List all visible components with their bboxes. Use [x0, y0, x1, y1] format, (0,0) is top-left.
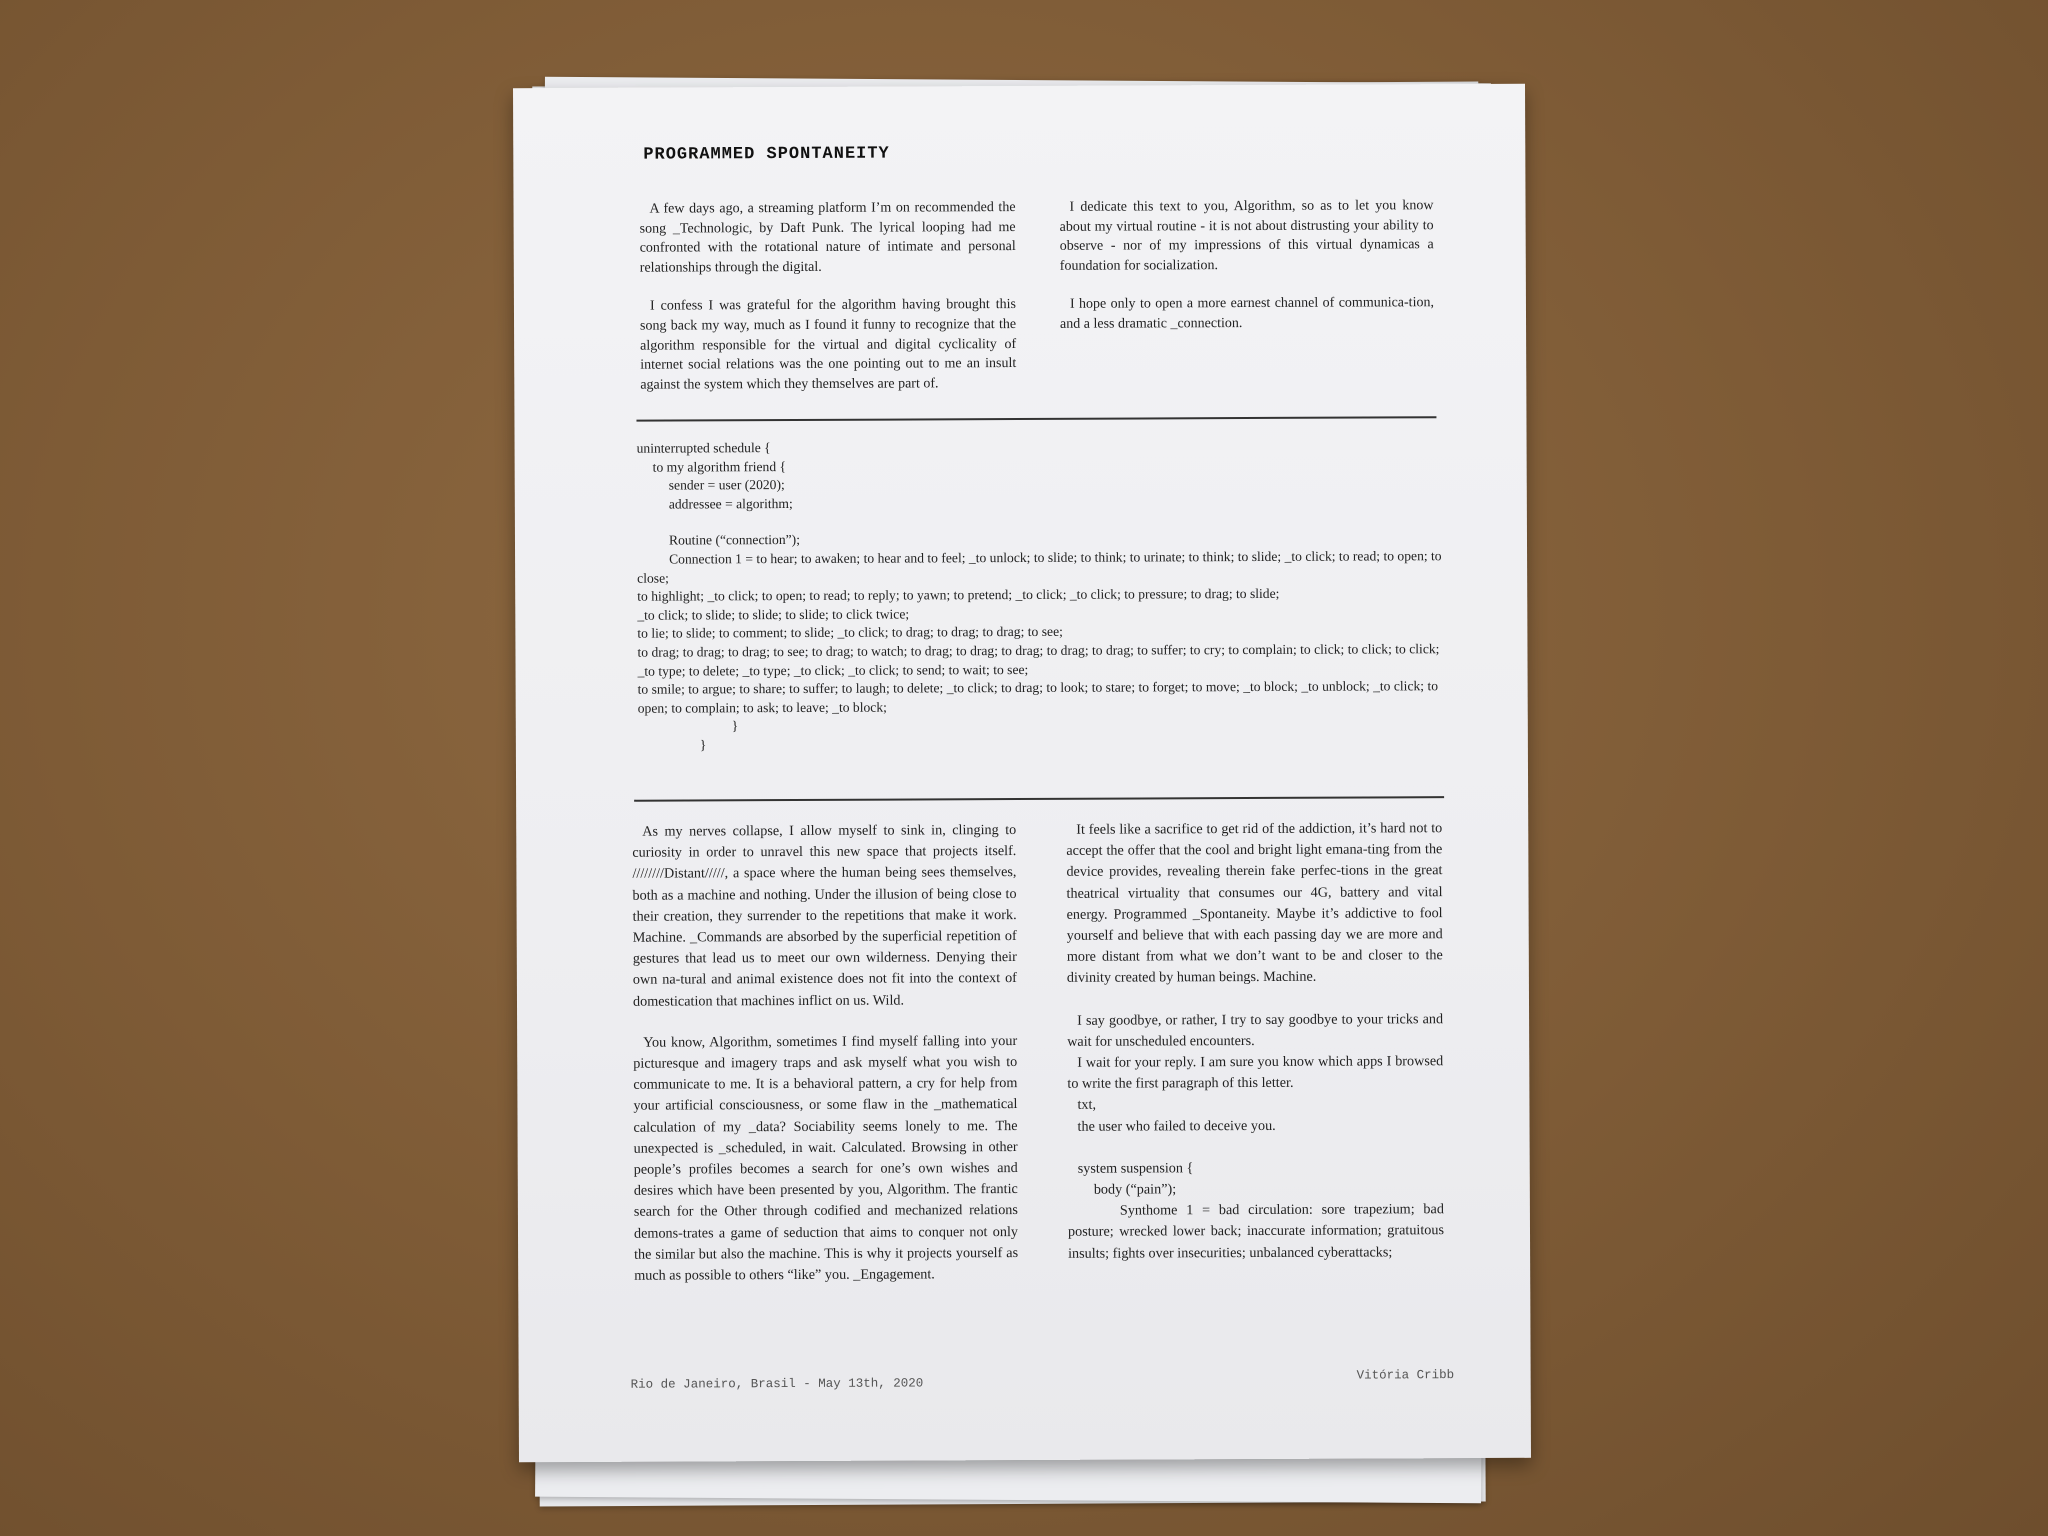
code-line: _to click; to slide; to slide; to slide; to click twice;	[637, 606, 910, 623]
code-line: to highlight; _to click; to open; to read; to reply; to yawn; to pretend; _to click; _to click; to pressure; to drag; to slide;	[637, 586, 1280, 604]
letter-sheet	[513, 84, 1531, 1462]
divider-bottom	[634, 796, 1444, 802]
code-line: uninterrupted schedule {	[636, 440, 771, 456]
code-line: sender = user (2020);	[668, 477, 785, 493]
body-left-paragraph: You know, Algorithm, sometimes I find myself falling into your picturesque and imagery traps and ask myself what you wish to communicate to me. It is a behavioral pattern, a cry for help from your artificial consciousness, or some flaw in the _mathematical calculation of my _data? Sociability seems lonely to me. The unexpected is _scheduled, in wait. Calculated. Browsing in other people’s profiles becomes a search for one’s own wishes and desires which have been presented by you, Algorithm. The frantic search for the Other through codified and mechanized relations demons-trates a game of seduction that aims to conquer not only the similar but also the machine. This is why it projects yourself as much as possible to others “like” you. _Engagement.	[633, 1032, 1019, 1284]
code-line: }	[731, 718, 739, 734]
body-right-paragraph: It feels like a sacrifice to get rid of the addiction, it’s hard not to accept the offer that the cool and bright light emana-ting from the device provides, revealing therein fake perfec-tions in the great theatrical virtuality that consumes our 4G, battery and vital energy. Programmed _Spontaneity. Maybe it’s addictive to fool yourself and believe that with each passing day we are more and more distant from what we don’t want to be and closer to the divinity created by human beings. Machine.	[1066, 820, 1443, 987]
intro-left-paragraph: I confess I was grateful for the algorithm having brought this song back my way, much as I found it funny to recognize that the algorithm responsible for the virtual and digital cyclicality of internet social relations was the one pointing out to me an insult against the system which they themselves are part of.	[640, 297, 1017, 393]
signoff-line: txt,	[1077, 1097, 1097, 1114]
code-line: Connection 1 = to hear; to awaken; to hear and to feel; _to unlock; to slide; to think; to urinate; to think; to slide; _to click; to read; to open; to close;	[637, 548, 1446, 586]
body-right-paragraph: I wait for your reply. I am sure you know which apps I browsed to write the first paragraph of this letter.	[1067, 1053, 1444, 1093]
intro-left-paragraph: A few days ago, a streaming platform I’m on recommended the song _Technologic, by Daft Punk. The lyrical looping had me confronted with the rotational nature of intimate and personal relationships through the digital.	[639, 200, 1016, 276]
code-line: to my algorithm friend {	[652, 458, 787, 475]
intro-left-column	[639, 198, 1016, 414]
body-right-paragraph: I say goodbye, or rather, I try to say goodbye to your tricks and wait for unscheduled encounters.	[1067, 1010, 1444, 1050]
document-title: PROGRAMMED SPONTANEITY	[643, 144, 890, 165]
body-left-paragraph: As my nerves collapse, I allow myself to sink in, clinging to curiosity in order to unravel this new space that projects itself. ////////Distant/////, a space where the human being sees themselves, both as a machine and nothing. Under the illusion of being close to their creation, they surrender to the repetitions that make it work. Machine. _Commands are absorbed by the superficial repetition of gestures that lead us to meet our own wilderness. Denying their own na-tural and animal existence does not fit into the context of domestication that machines inflict on us. Wild.	[632, 822, 1017, 1010]
system-line: system suspension {	[1077, 1160, 1194, 1177]
divider-top	[636, 416, 1436, 421]
code-line: Routine (“connection”);	[668, 532, 800, 548]
code-line: }	[699, 737, 707, 753]
intro-right-paragraph: I dedicate this text to you, Algorithm, so as to let you know about my virtual routine - it is not about distrusting your ability to observe - nor of my impressions of this virtual dynamicas a foundation for socialization.	[1059, 198, 1434, 274]
body-left-column	[632, 820, 1018, 1306]
paragraph-gap	[1067, 988, 1443, 1011]
code-line: to smile; to argue; to share; to suffer; to laugh; to delete; _to click; to drag; to look; to stare; to forget; to move; _to block; _to unblock; _to click; to open; to complain; to ask; to leave; _to block;	[637, 678, 1442, 716]
paragraph-gap	[1068, 1136, 1444, 1159]
intro-right-column	[1059, 196, 1434, 353]
footer-author: Vitória Cribb	[1356, 1368, 1455, 1383]
signoff-line: the user who failed to deceive you.	[1077, 1117, 1276, 1135]
code-block	[637, 436, 1458, 755]
footer-place-date: Rio de Janeiro, Brasil - May 13th, 2020	[630, 1376, 924, 1392]
system-paragraph: Synthome 1 = bad circulation: sore trapezium; bad posture; wrecked lower back; inaccurate information; gratuitous insults; fights over insecurities; unbalanced cyberattacks;	[1067, 1201, 1445, 1262]
code-line: to drag; to drag; to drag; to see; to drag; to watch; to drag; to drag; to drag; to drag; to drag; to suffer; to cry; to complain; to click; to click; to click; _to type; to delete; _to type; _to click; _to click; to send; to wait; to see;	[637, 641, 1443, 679]
code-line: to lie; to slide; to comment; to slide; _to click; to drag; to drag; to drag; to see;	[637, 624, 1063, 642]
intro-right-paragraph: I hope only to open a more earnest channel of communica-tion, and a less dramatic _connection.	[1060, 295, 1434, 332]
body-right-column	[1066, 818, 1444, 1264]
system-line: body (“pain”);	[1093, 1181, 1177, 1198]
code-line: addressee = algorithm;	[668, 495, 793, 512]
